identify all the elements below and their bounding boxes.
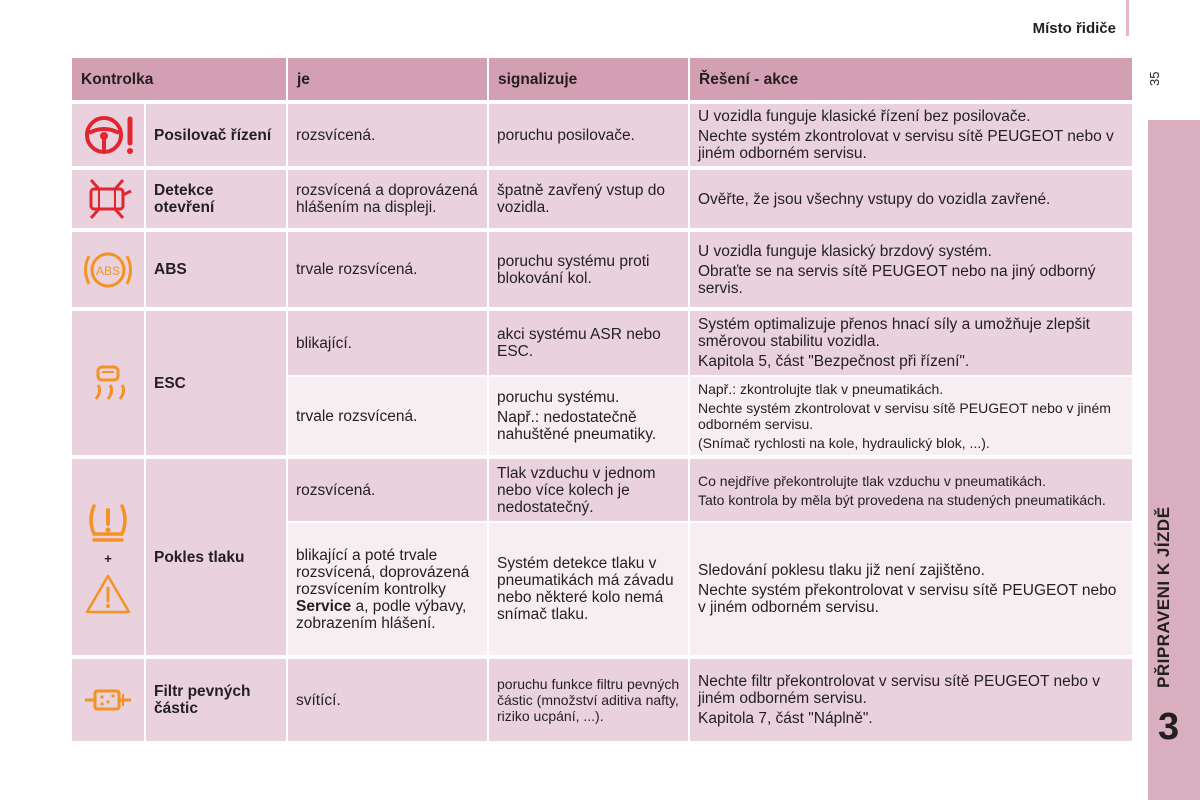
- chapter-side-tab: [1148, 120, 1200, 800]
- warning-state: svítící.: [288, 659, 487, 741]
- warning-state: rozsvícená.: [288, 104, 487, 166]
- action-text: Ověřte, že jsou všechny vstupy do vozidla zavřené.: [698, 190, 1051, 208]
- warning-lights-table: [70, 56, 1134, 743]
- page-number: 35: [1147, 71, 1162, 86]
- warning-signal: poruchu posilovače.: [489, 104, 688, 166]
- warning-name: Detekce otevření: [146, 170, 286, 228]
- action-text: Nechte systém zkontrolovat v servisu sítě PEUGEOT nebo v jiném odborném servisu.: [698, 128, 1114, 162]
- warning-state: trvale rozsvícená.: [288, 377, 487, 455]
- warning-state: blikající.: [288, 311, 487, 375]
- action-text: Nechte systém zkontrolovat v servisu sítě PEUGEOT nebo v jiném odborném servisu.: [698, 400, 1111, 432]
- warning-name: Posilovač řízení: [146, 104, 286, 166]
- abs-icon-text: ABS: [95, 263, 121, 278]
- column-header-reseni: Řešení - akce: [690, 58, 1132, 100]
- table-header-row: [72, 58, 1132, 100]
- warning-triangle-icon: [84, 573, 132, 615]
- warning-action: [690, 104, 1132, 166]
- warning-signal: Tlak vzduchu v jednom nebo více kolech je nedostatečný.: [489, 459, 688, 521]
- warning-signal: poruchu funkce filtru pevných částic (množství aditiva nafty, riziko ucpání, ...).: [489, 659, 688, 741]
- column-header-signalizuje: signalizuje: [489, 58, 688, 100]
- action-text: (Snímač rychlosti na kole, hydraulický blok, ...).: [698, 435, 990, 451]
- plus-sign: +: [104, 550, 112, 566]
- warning-action: [690, 232, 1132, 307]
- abs-icon: [80, 246, 136, 294]
- action-text: Co nejdříve překontrolujte tlak vzduchu v pneumatikách.: [698, 472, 1046, 489]
- signal-text: Např.: nedostatečně nahuštěné pneumatiky.: [497, 409, 657, 443]
- action-text: Kapitola 5, část "Bezpečnost při řízení".: [698, 353, 970, 370]
- esc-skid-icon: [88, 363, 128, 403]
- power-steering-warning-icon: [80, 109, 140, 161]
- warning-action: [690, 170, 1132, 228]
- action-text: Kapitola 7, část "Náplně".: [698, 710, 873, 727]
- warning-state: [288, 523, 487, 655]
- action-text: U vozidla funguje klasické řízení bez posilovače.: [698, 108, 1031, 125]
- action-text: Nechte systém překontrolovat v servisu sítě PEUGEOT nebo v jiném odborném servisu.: [698, 582, 1117, 616]
- particle-filter-cell: [72, 659, 144, 741]
- state-text: blikající a poté trvale rozsvícená, doprovázená rozsvícením kontrolky: [296, 546, 470, 598]
- table-row: [72, 659, 1132, 741]
- column-header-kontrolka: Kontrolka: [72, 58, 286, 100]
- power-steering-cell: [72, 104, 144, 166]
- page-header-title: Místo řidiče: [1032, 20, 1116, 37]
- warning-name: ABS: [146, 232, 286, 307]
- warning-state: trvale rozsvícená.: [288, 232, 487, 307]
- warning-action: [690, 659, 1132, 741]
- action-text: Sledování poklesu tlaku již není zajištěno.: [698, 562, 985, 579]
- chapter-section-title: PŘIPRAVENI K JÍZDĚ: [1154, 506, 1173, 688]
- warning-state: rozsvícená a doprovázená hlášením na displeji.: [288, 170, 487, 228]
- warning-signal: špatně zavřený vstup do vozidla.: [489, 170, 688, 228]
- warning-signal: akci systému ASR nebo ESC.: [489, 311, 688, 375]
- action-text: Např.: zkontrolujte tlak v pneumatikách.: [698, 381, 944, 397]
- table-row: [72, 232, 1132, 307]
- esc-cell: [72, 311, 144, 455]
- signal-text: poruchu systému.: [497, 389, 620, 406]
- warning-name: Pokles tlaku: [146, 459, 286, 655]
- warning-action: [690, 311, 1132, 375]
- action-text: Nechte filtr překontrolovat v servisu sítě PEUGEOT nebo v jiném odborném servisu.: [698, 673, 1101, 707]
- column-header-je: je: [288, 58, 487, 100]
- service-label: Service: [296, 597, 352, 615]
- warning-signal: poruchu systému proti blokování kol.: [489, 232, 688, 307]
- table-row: [72, 170, 1132, 228]
- action-text: Tato kontrola by měla být provedena na studených pneumatikách.: [698, 491, 1106, 508]
- warning-action: [690, 377, 1132, 455]
- warning-name: ESC: [146, 311, 286, 455]
- tyre-pressure-icon: [84, 500, 132, 544]
- action-text: U vozidla funguje klasický brzdový systém.: [698, 242, 992, 260]
- table-row: [72, 104, 1132, 166]
- chapter-number: 3: [1158, 706, 1180, 748]
- abs-cell: [72, 232, 144, 307]
- warning-signal: Systém detekce tlaku v pneumatikách má závadu nebo některé kolo nemá snímač tlaku.: [489, 523, 688, 655]
- door-open-icon: [81, 177, 135, 221]
- action-text: Obraťte se na servis sítě PEUGEOT nebo na jiný odborný servis.: [698, 262, 1096, 297]
- warning-action: [690, 523, 1132, 655]
- action-text: Systém optimalizuje přenos hnací síly a umožňuje zlepšit směrovou stabilitu vozidla.: [698, 316, 1090, 350]
- warning-action: [690, 459, 1132, 521]
- warning-name: Filtr pevných částic: [146, 659, 286, 741]
- tyre-pressure-cell: [72, 459, 144, 655]
- state-text: a, podle výbavy, zobrazením hlášení.: [296, 597, 467, 632]
- door-open-cell: [72, 170, 144, 228]
- particle-filter-icon: [83, 685, 133, 715]
- table-row: [72, 311, 1132, 375]
- header-divider: [1126, 0, 1129, 36]
- table-row: [72, 459, 1132, 521]
- warning-state: rozsvícená.: [288, 459, 487, 521]
- warning-signal: [489, 377, 688, 455]
